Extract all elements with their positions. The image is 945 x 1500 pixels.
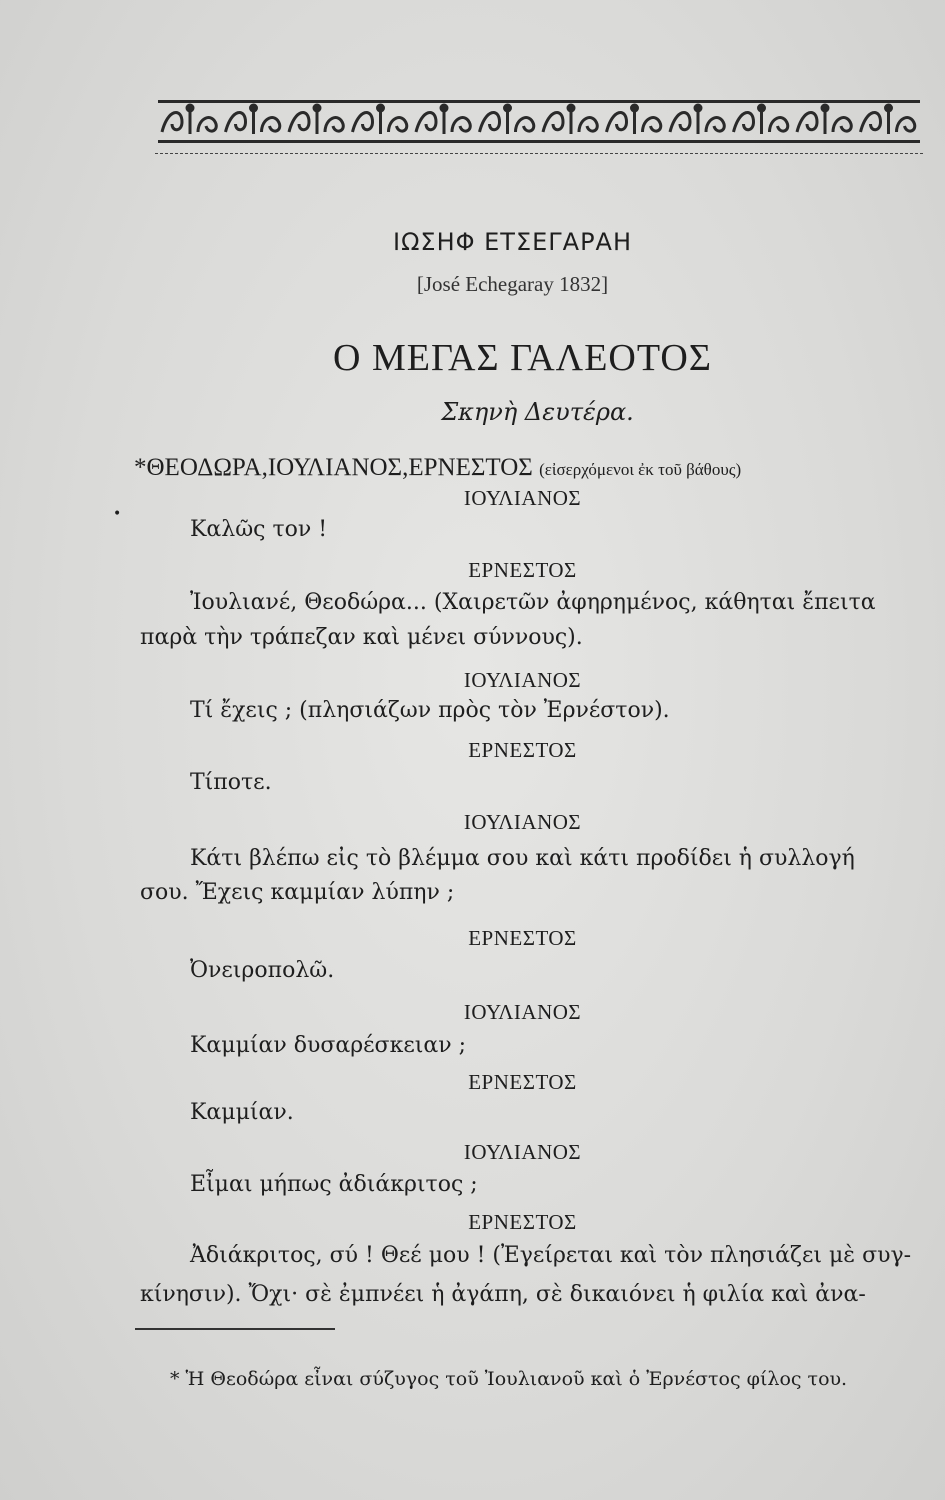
cast-line xyxy=(134,454,741,482)
speaker-label: ΙΟΥΛΙΑΝΟΣ xyxy=(463,1000,582,1024)
speaker-label: ΙΟΥΛΙΑΝΟΣ xyxy=(463,1140,582,1164)
speech-line: Καλῶς τον ! xyxy=(190,517,328,542)
author-original-name: [José Echegaray 1832] xyxy=(416,272,609,296)
speaker-label: ΙΟΥΛΙΑΝΟΣ xyxy=(463,668,582,692)
margin-mark: • xyxy=(113,506,122,522)
speech-line-continued: κίνησιν). Ὄχι· σὲ ἐμπνέει ἡ ἀγάπη, σὲ δικαιόνει ἡ φιλία καὶ ἀνα- xyxy=(140,1282,866,1307)
speech-line-continued: παρὰ τὴν τράπεζαν καὶ μένει σύννους). xyxy=(140,625,583,650)
speech-line: Καμμίαν. xyxy=(190,1100,294,1125)
cast-direction: (εἰσερχόμενοι ἐκ τοῦ βάθους) xyxy=(539,460,742,479)
speaker-label: ΕΡΝΕΣΤΟΣ xyxy=(468,1070,577,1094)
speaker-label: ΕΡΝΕΣΤΟΣ xyxy=(468,738,577,762)
speech-line: Καμμίαν δυσαρέσκειαν ; xyxy=(190,1033,466,1058)
ornamental-border-icon xyxy=(158,98,920,146)
speech-line-continued: σου. Ἔχεις καμμίαν λύπην ; xyxy=(140,880,455,905)
author-name: ΙΩΣΗΦ ΕΤΣΕΓΑΡΑΗ xyxy=(392,228,633,256)
speech-line: Ὀνειροπολῶ. xyxy=(190,958,335,983)
footnote-rule xyxy=(135,1328,335,1330)
cast-names: *ΘΕΟΔΩΡΑ,ΙΟΥΛΙΑΝΟΣ,ΕΡΝΕΣΤΟΣ xyxy=(134,454,533,481)
speaker-label: ΕΡΝΕΣΤΟΣ xyxy=(468,926,577,950)
speech-line: Εἶμαι μήπως ἀδιάκριτος ; xyxy=(190,1172,478,1197)
speech-line: Ἰουλιανέ, Θεοδώρα... (Χαιρετῶν ἀφηρημένος, κάθηται ἔπειτα xyxy=(190,590,876,615)
speech-line: Τίποτε. xyxy=(190,770,272,795)
play-title: Ο ΜΕΓΑΣ ΓΑΛΕΟΤΟΣ xyxy=(333,337,712,379)
speaker-label: ΙΟΥΛΙΑΝΟΣ xyxy=(463,486,582,510)
speech-line: Ἀδιάκριτος, σύ ! Θεέ μου ! (Ἐγείρεται καὶ τὸν πλησιάζει μὲ συγ- xyxy=(190,1243,912,1268)
speaker-label: ΕΡΝΕΣΤΟΣ xyxy=(468,558,577,582)
footnote: * Ἡ Θεοδώρα εἶναι σύζυγος τοῦ Ἰουλιανοῦ καὶ ὁ Ἐρνέστος φίλος του. xyxy=(170,1368,848,1390)
speaker-label: ΙΟΥΛΙΑΝΟΣ xyxy=(463,810,582,834)
speech-line: Κάτι βλέπω εἰς τὸ βλέμμα σου καὶ κάτι προδίδει ἡ συλλογή xyxy=(190,846,855,871)
ornament-rule xyxy=(155,153,923,154)
speech-line: Τί ἔχεις ; (πλησιάζων πρὸς τὸν Ἐρνέστον). xyxy=(190,698,670,723)
speaker-label: ΕΡΝΕΣΤΟΣ xyxy=(468,1210,577,1234)
scene-label: Σκηνὴ Δευτέρα. xyxy=(441,398,634,426)
